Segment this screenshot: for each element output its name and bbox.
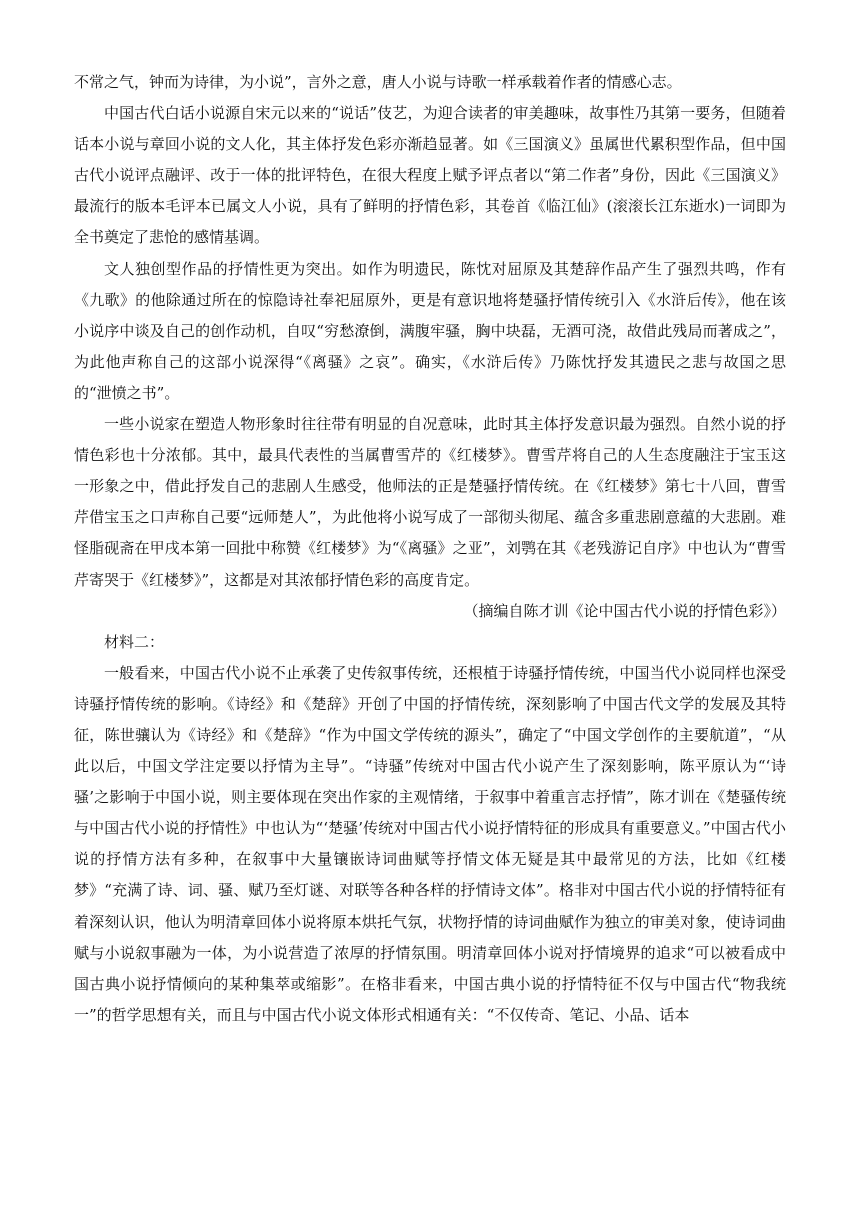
paragraph-self-portrayal: 一些小说家在塑造人物形象时往往带有明显的自况意味，此时其主体抒发意识最为强烈。自然小说的抒情色彩也十分浓郁。其中，最具代表性的当属曹雪芹的《红楼梦》。曹雪芹将自己的人生态度融注于宝玉这一形象之中，借此抒发自己的悲剧人生感受，他师法的正是楚骚抒情传统。在《红楼梦》第七十八回，曹雪芹借宝玉之口声称自己要“远师楚人”，为此他将小说写成了一部彻头彻尾、蕴含多重悲剧意蕴的大悲剧。难怪脂砚斋在甲戌本第一回批中称赞《红楼梦》为“《离骚》之亚”，刘鹗在其《老残游记自序》中也认为“曹雪芹寄哭于《红楼梦》”，这都是对其浓郁抒情色彩的高度肯定。 bbox=[74, 415, 786, 589]
source-citation: （摘编自陈才训《论中国古代小说的抒情色彩》） bbox=[463, 601, 786, 620]
paragraph-continuation: 不常之气，钟而为诗律，为小说”，言外之意，唐人小说与诗歌一样承载着作者的情感心志。 bbox=[74, 73, 682, 91]
paragraph-literati-works: 文人独创型作品的抒情性更为突出。如作为明遗民，陈忱对屈原及其楚辞作品产生了强烈共鸣，作有《九歌》的他除通过所在的惊隐诗社奉祀屈原外，更是有意识地将楚骚抒情传统引入《水浒后传》，他在该小说序中谈及自己的创作动机，自叹“穷愁潦倒，满腹牢骚，胸中块磊，无酒可浇，故借此残局而著成之”，为此他声称自己的这部小说深得“《离骚》之哀”。确实，《水浒后传》乃陈忱抒发其遗民之悲与故国之思的“泄愤之书”。 bbox=[74, 259, 786, 402]
paragraph-baihua-fiction: 中国古代白话小说源自宋元以来的“说话”伎艺，为迎合读者的审美趣味，故事性乃其第一要务，但随着话本小说与章回小说的文人化，其主体抒发色彩亦渐趋显著。如《三国演义》虽属世代累积型作品，但中国古代小说评点融评、改于一体的批评特色，在很大程度上赋予评点者以“第二作者”身份，因此《三国演义》最流行的版本毛评本已属文人小说，具有了鲜明的抒情色彩，其卷首《临江仙》(滚滚长江东逝水)一词即为全书奠定了悲怆的感情基调。 bbox=[74, 104, 786, 247]
paragraph-material-two: 一般看来，中国古代小说不止承袭了史传叙事传统，还根植于诗骚抒情传统，中国当代小说同样也深受诗骚抒情传统的影响。《诗经》和《楚辞》开创了中国的抒情传统，深刻影响了中国古代文学的发展及其特征，陈世骧认为《诗经》和《楚辞》“作为中国文学传统的源头”，确定了“中国文学创作的主要航道”，“从此以后，中国文学注定要以抒情为主导”。“诗骚”传统对中国古代小说产生了深刻影响，陈平原认为“‘诗骚’之影响于中国小说，则主要体现在突出作家的主观情绪，于叙事中着重言志抒情”，陈才训在《楚骚传统与中国古代小说的抒情性》中也认为“‘楚骚’传统对中国古代小说抒情特征的形成具有重要意义。”中国古代小说的抒情方法有多种，在叙事中大量镶嵌诗词曲赋等抒情文体无疑是其中最常见的方法，比如《红楼梦》“充满了诗、词、骚、赋乃至灯谜、对联等各种各样的抒情诗文体”。格非对中国古代小说的抒情特征有着深刻认识，他认为明清章回体小说将原本烘托气氛，状物抒情的诗词曲赋作为独立的审美对象，使诗词曲赋与小说叙事融为一体，为小说营造了浓厚的抒情氛围。明清章回体小说对抒情境界的追求“可以被看成中国古典小说抒情倾向的某种集萃或缩影”。在格非看来，中国古典小说的抒情特征不仅与中国古代“物我统一”的哲学思想有关，而且与中国古代小说文体形式相通有关：“不仅传奇、笔记、小品、话本 bbox=[74, 663, 786, 1024]
section-label-material-two: 材料二： bbox=[104, 632, 165, 651]
